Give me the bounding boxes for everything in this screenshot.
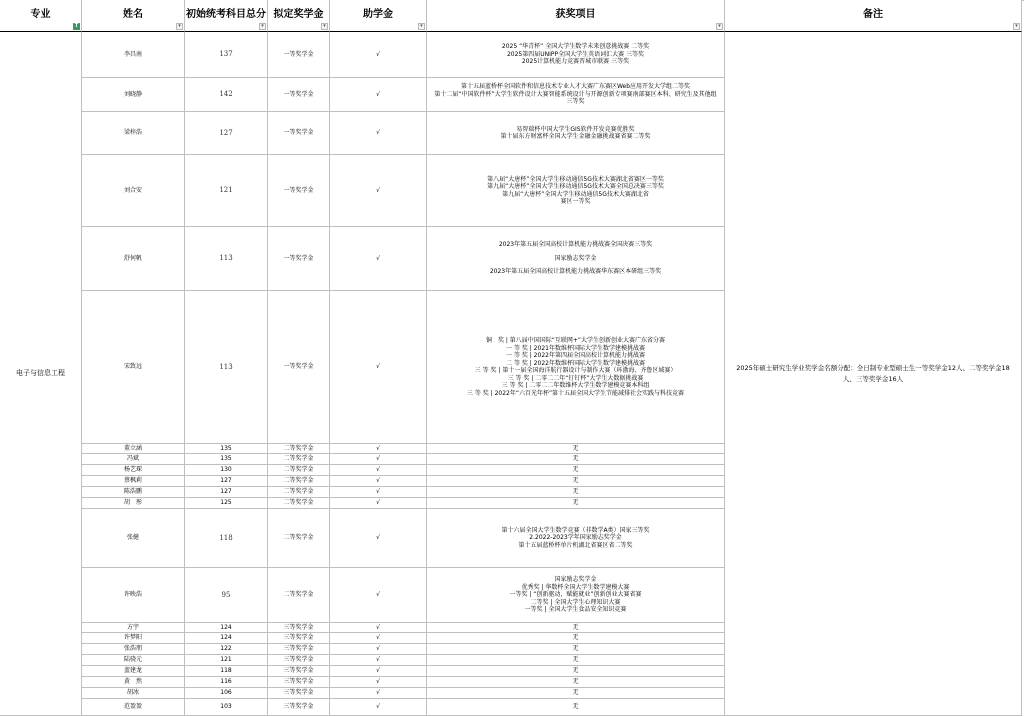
column-header-7[interactable] bbox=[725, 0, 1022, 32]
aid-cell[interactable] bbox=[330, 112, 427, 155]
exam-score: 121 bbox=[219, 186, 233, 195]
award-line: 易智瑞杯中国大学生GIS软件开发竞赛优胜奖 bbox=[516, 125, 635, 133]
aid-cell[interactable] bbox=[330, 444, 427, 454]
scholarship-cell[interactable] bbox=[268, 677, 330, 688]
aid-cell[interactable] bbox=[330, 291, 427, 444]
awards-cell[interactable] bbox=[427, 465, 725, 476]
name-cell[interactable] bbox=[82, 155, 185, 227]
awards-cell[interactable] bbox=[427, 444, 725, 454]
student-name: 许映浩 bbox=[123, 591, 142, 599]
scholarship-level: 三等奖学金 bbox=[283, 623, 314, 631]
scholarship-cell[interactable] bbox=[268, 509, 330, 568]
award-line: 国家励志奖学金 bbox=[554, 254, 597, 262]
award-line: 第十届东方财富杯全国大学生金融金融挑战赛省赛二等奖 bbox=[500, 133, 651, 140]
scholarship-level: 三等奖学金 bbox=[283, 645, 314, 653]
award-line: 一 等 奖 | 2022年第四届全国高校计算机能力挑战赛 bbox=[506, 352, 645, 359]
aid-check: √ bbox=[376, 254, 380, 262]
scholarship-level: 二等奖学金 bbox=[283, 591, 314, 599]
aid-cell[interactable] bbox=[330, 688, 427, 699]
award-line: 无 bbox=[572, 678, 579, 686]
aid-cell[interactable] bbox=[330, 666, 427, 677]
aid-check: √ bbox=[376, 499, 380, 507]
exam-score: 135 bbox=[220, 444, 232, 452]
exam-score: 118 bbox=[219, 533, 233, 542]
score-cell[interactable] bbox=[185, 699, 268, 716]
award-line: 无 bbox=[572, 656, 579, 664]
scholarship-cell[interactable] bbox=[268, 454, 330, 465]
aid-cell[interactable] bbox=[330, 487, 427, 498]
scholarship-cell[interactable] bbox=[268, 688, 330, 699]
student-name: 胡 彤 bbox=[123, 499, 142, 507]
name-cell[interactable] bbox=[82, 227, 185, 291]
student-name: 黄 然 bbox=[123, 678, 142, 686]
name-cell[interactable] bbox=[82, 465, 185, 476]
score-cell[interactable] bbox=[185, 655, 268, 666]
awards-cell[interactable] bbox=[427, 655, 725, 666]
award-line: 无 bbox=[572, 645, 579, 653]
scholarship-cell[interactable] bbox=[268, 291, 330, 444]
scholarship-cell[interactable] bbox=[268, 655, 330, 666]
award-line: 无 bbox=[572, 488, 579, 496]
awards-cell[interactable] bbox=[427, 633, 725, 644]
aid-cell[interactable] bbox=[330, 78, 427, 112]
exam-score: 122 bbox=[220, 645, 232, 653]
student-name: 李昌南 bbox=[123, 50, 142, 58]
scholarship-level: 二等奖学金 bbox=[283, 534, 314, 542]
column-header-label: 姓名 bbox=[123, 9, 143, 21]
awards-cell[interactable] bbox=[427, 568, 725, 623]
award-line: 第九届“大唐杯”全国大学生移动通信5G技术大赛全国总决赛三等奖 bbox=[487, 183, 664, 190]
award-line: 二 等 奖 | 2022年数维杯国际大学生数学建模挑战赛 bbox=[506, 359, 645, 367]
score-cell[interactable] bbox=[185, 227, 268, 291]
aid-cell[interactable] bbox=[330, 633, 427, 644]
scholarship-cell[interactable] bbox=[268, 623, 330, 633]
name-cell[interactable] bbox=[82, 655, 185, 666]
award-line: 三 等 奖 | 2022年“六百光年杯”第十五届全国大学生节能减排社会实践与科技竞赛 bbox=[466, 389, 685, 397]
aid-check: √ bbox=[376, 488, 380, 496]
award-line: 三 等 奖 | 二零二二年数维杯大学生数学建模竞赛本科组 bbox=[501, 382, 650, 389]
aid-cell[interactable] bbox=[330, 454, 427, 465]
filter-dropdown-icon[interactable]: ▾ bbox=[259, 23, 266, 30]
award-line: 无 bbox=[572, 689, 579, 697]
exam-score: 137 bbox=[219, 50, 233, 59]
aid-cell[interactable] bbox=[330, 644, 427, 655]
awards-cell[interactable] bbox=[427, 677, 725, 688]
scholarship-cell[interactable] bbox=[268, 487, 330, 498]
aid-check: √ bbox=[376, 90, 380, 98]
student-name: 刘合安 bbox=[123, 186, 142, 194]
aid-check: √ bbox=[376, 477, 380, 485]
score-cell[interactable] bbox=[185, 291, 268, 444]
student-name: 方宇 bbox=[126, 623, 139, 631]
scholarship-level: 二等奖学金 bbox=[283, 466, 314, 474]
aid-cell[interactable] bbox=[330, 227, 427, 291]
scholarship-level: 三等奖学金 bbox=[283, 656, 314, 664]
name-cell[interactable] bbox=[82, 509, 185, 568]
score-cell[interactable] bbox=[185, 498, 268, 509]
award-line: 二等奖 | 全国大学生心理知识大赛 bbox=[530, 598, 621, 606]
name-cell[interactable] bbox=[82, 644, 185, 655]
aid-cell[interactable] bbox=[330, 677, 427, 688]
aid-cell[interactable] bbox=[330, 32, 427, 78]
aid-cell[interactable] bbox=[330, 623, 427, 633]
score-cell[interactable] bbox=[185, 633, 268, 644]
aid-cell[interactable] bbox=[330, 476, 427, 487]
scholarship-level: 一等奖学金 bbox=[283, 363, 314, 371]
aid-cell[interactable] bbox=[330, 509, 427, 568]
award-line: 第十五届蓝桥杯单片机湖北省赛区省二等奖 bbox=[518, 541, 633, 549]
awards-cell[interactable] bbox=[427, 476, 725, 487]
exam-score: 103 bbox=[220, 703, 232, 711]
aid-check: √ bbox=[376, 656, 380, 664]
award-line: 一 等 奖 | 2021年数维杯国际大学生数学建模挑战赛 bbox=[506, 344, 645, 352]
column-header-label: 获奖项目 bbox=[555, 9, 596, 21]
student-name: 陆骁元 bbox=[123, 656, 142, 664]
aid-cell[interactable] bbox=[330, 498, 427, 509]
scholarship-level: 二等奖学金 bbox=[283, 488, 314, 496]
student-name: 范盈盈 bbox=[123, 703, 142, 711]
name-cell[interactable] bbox=[82, 32, 185, 78]
scholarship-level: 三等奖学金 bbox=[283, 703, 314, 711]
awards-cell[interactable] bbox=[427, 32, 725, 78]
award-line: 无 bbox=[572, 703, 579, 711]
award-line: 无 bbox=[572, 634, 579, 642]
aid-check: √ bbox=[376, 129, 380, 137]
award-line: 第八届“大唐杯”全国大学生移动通信5G技术大赛湖北省赛区一等奖 bbox=[487, 175, 664, 183]
column-header-2[interactable] bbox=[82, 0, 185, 32]
aid-cell[interactable] bbox=[330, 155, 427, 227]
scholarship-level: 三等奖学金 bbox=[283, 678, 314, 686]
filter-dropdown-icon[interactable]: ▾ bbox=[716, 23, 723, 30]
score-cell[interactable] bbox=[185, 666, 268, 677]
scholarship-level: 二等奖学金 bbox=[283, 455, 314, 463]
award-line: 无 bbox=[572, 477, 579, 485]
award-line: 2.2022-2023学年国家励志奖学金 bbox=[529, 534, 622, 542]
column-header-6[interactable] bbox=[427, 0, 725, 32]
scholarship-cell[interactable] bbox=[268, 699, 330, 716]
score-cell[interactable] bbox=[185, 688, 268, 699]
score-cell[interactable] bbox=[185, 112, 268, 155]
score-cell[interactable] bbox=[185, 644, 268, 655]
score-cell[interactable] bbox=[185, 568, 268, 623]
exam-score: 135 bbox=[220, 455, 232, 463]
score-cell[interactable] bbox=[185, 509, 268, 568]
awards-cell[interactable] bbox=[427, 487, 725, 498]
aid-check: √ bbox=[376, 444, 380, 452]
award-line: 无 bbox=[572, 499, 579, 507]
scholarship-cell[interactable] bbox=[268, 112, 330, 155]
score-cell[interactable] bbox=[185, 78, 268, 112]
scholarship-level: 一等奖学金 bbox=[283, 50, 314, 58]
award-line: 三 等 奖 | 第十一届全国海洋航行器设计与制作大赛（环渤海、齐鲁区域赛） bbox=[474, 367, 677, 374]
award-line: 一等奖 | “创新驱动，赋能就业”创新创业大赛省赛 bbox=[509, 591, 642, 599]
scholarship-cell[interactable] bbox=[268, 444, 330, 454]
awards-cell[interactable] bbox=[427, 699, 725, 716]
name-cell[interactable] bbox=[82, 454, 185, 465]
exam-score: 142 bbox=[219, 90, 233, 99]
student-name: 舒何帆 bbox=[123, 254, 142, 262]
award-line: 无 bbox=[572, 667, 579, 675]
student-name: 杨艺琛 bbox=[123, 466, 142, 474]
column-header-label: 备注 bbox=[863, 9, 883, 21]
note-text: 2025年硕士研究生学业奖学金名额分配：全日制专业型硕士生一等奖学金12人、二等奖学金18人、三等奖学金16人 bbox=[736, 364, 1010, 383]
scholarship-level: 三等奖学金 bbox=[283, 667, 314, 675]
name-cell[interactable] bbox=[82, 699, 185, 716]
column-header-label: 助学金 bbox=[363, 9, 393, 21]
scholarship-level: 二等奖学金 bbox=[283, 477, 314, 485]
awards-cell[interactable] bbox=[427, 688, 725, 699]
student-name: 蓝建龙 bbox=[123, 667, 142, 675]
column-header-label: 拟定奖学金 bbox=[273, 9, 324, 21]
aid-check: √ bbox=[376, 678, 380, 686]
name-cell[interactable] bbox=[82, 112, 185, 155]
award-line: 无 bbox=[572, 623, 579, 631]
filter-dropdown-icon[interactable]: ▾ bbox=[418, 23, 425, 30]
aid-cell[interactable] bbox=[330, 568, 427, 623]
award-line: 国家励志奖学金 bbox=[554, 576, 597, 584]
name-cell[interactable] bbox=[82, 568, 185, 623]
score-cell[interactable] bbox=[185, 155, 268, 227]
student-name: 董立涵 bbox=[123, 444, 142, 452]
scholarship-level: 一等奖学金 bbox=[283, 254, 314, 262]
award-line: 无 bbox=[572, 444, 579, 452]
filter-dropdown-icon[interactable]: ▾ bbox=[1013, 23, 1020, 30]
aid-check: √ bbox=[376, 186, 380, 194]
column-header-3[interactable] bbox=[185, 0, 268, 32]
award-line: 2025第四届UNIPP全国大学生英语词汇大赛 三等奖 bbox=[506, 50, 645, 58]
award-line: 无 bbox=[572, 466, 579, 474]
exam-score: 113 bbox=[219, 362, 233, 371]
column-header-5[interactable] bbox=[330, 0, 427, 32]
awards-cell[interactable] bbox=[427, 666, 725, 677]
score-cell[interactable] bbox=[185, 476, 268, 487]
awards-cell[interactable] bbox=[427, 454, 725, 465]
scholarship-cell[interactable] bbox=[268, 633, 330, 644]
name-cell[interactable] bbox=[82, 444, 185, 454]
awards-cell[interactable] bbox=[427, 498, 725, 509]
awards-cell[interactable] bbox=[427, 509, 725, 568]
scholarship-level: 二等奖学金 bbox=[283, 444, 314, 452]
scholarship-level: 二等奖学金 bbox=[283, 499, 314, 507]
exam-score: 130 bbox=[220, 466, 232, 474]
name-cell[interactable] bbox=[82, 291, 185, 444]
award-line: 2023年第五届全国高校计算机能力挑战赛全国决赛三等奖 bbox=[498, 241, 653, 249]
scholarship-cell[interactable] bbox=[268, 568, 330, 623]
exam-score: 127 bbox=[219, 128, 233, 137]
scholarship-cell[interactable] bbox=[268, 666, 330, 677]
scholarship-cell[interactable] bbox=[268, 465, 330, 476]
column-header-1[interactable] bbox=[0, 0, 82, 32]
scholarship-level: 三等奖学金 bbox=[283, 689, 314, 697]
aid-check: √ bbox=[376, 466, 380, 474]
scholarship-cell[interactable] bbox=[268, 644, 330, 655]
awards-cell[interactable] bbox=[427, 644, 725, 655]
award-line: 优秀奖 | 华数杯全国大学生数学建模大赛 bbox=[521, 583, 630, 591]
aid-check: √ bbox=[376, 623, 380, 631]
scholarship-cell[interactable] bbox=[268, 498, 330, 509]
award-line: 铜 奖 | 第八届中国国际“互联网+”大学生创新创业大赛广东省分赛 bbox=[485, 337, 666, 344]
award-line: 一等奖 | 全国大学生食品安全知识竞赛 bbox=[524, 606, 627, 614]
name-cell[interactable] bbox=[82, 623, 185, 633]
aid-check: √ bbox=[376, 645, 380, 653]
name-cell[interactable] bbox=[82, 677, 185, 688]
award-line: 赛区一等奖 bbox=[560, 198, 591, 205]
score-cell[interactable] bbox=[185, 623, 268, 633]
exam-score: 125 bbox=[220, 499, 232, 507]
score-cell[interactable] bbox=[185, 454, 268, 465]
student-name: 张浩朋 bbox=[123, 645, 142, 653]
awards-cell[interactable] bbox=[427, 112, 725, 155]
name-cell[interactable] bbox=[82, 666, 185, 677]
name-cell[interactable] bbox=[82, 498, 185, 509]
awards-cell[interactable] bbox=[427, 227, 725, 291]
scholarship-cell[interactable] bbox=[268, 32, 330, 78]
scholarship-level: 一等奖学金 bbox=[283, 129, 314, 137]
name-cell[interactable] bbox=[82, 633, 185, 644]
aid-check: √ bbox=[376, 634, 380, 642]
major-cell[interactable] bbox=[0, 32, 82, 716]
score-cell[interactable] bbox=[185, 465, 268, 476]
exam-score: 118 bbox=[220, 667, 232, 675]
aid-check: √ bbox=[376, 591, 380, 599]
student-name: 宋致远 bbox=[123, 363, 142, 371]
name-cell[interactable] bbox=[82, 487, 185, 498]
scholarship-cell[interactable] bbox=[268, 476, 330, 487]
scholarship-cell[interactable] bbox=[268, 155, 330, 227]
exam-score: 124 bbox=[220, 623, 232, 631]
scholarship-cell[interactable] bbox=[268, 227, 330, 291]
exam-score: 121 bbox=[220, 656, 232, 664]
awards-cell[interactable] bbox=[427, 155, 725, 227]
column-header-label: 初始统考科目总分 bbox=[186, 9, 266, 21]
filter-dropdown-icon[interactable]: ▾ bbox=[176, 23, 183, 30]
student-name: 梁梓浩 bbox=[123, 129, 142, 137]
awards-cell[interactable] bbox=[427, 78, 725, 112]
filter-dropdown-icon[interactable]: ▾ bbox=[321, 23, 328, 30]
aid-check: √ bbox=[376, 689, 380, 697]
awards-cell[interactable] bbox=[427, 291, 725, 444]
exam-score: 124 bbox=[220, 634, 232, 642]
exam-score: 127 bbox=[220, 488, 232, 496]
award-line: 第九届“大唐杯”全国大学生移动通信5G技术大赛湖北省 bbox=[502, 190, 649, 198]
score-cell[interactable] bbox=[185, 444, 268, 454]
scholarship-cell[interactable] bbox=[268, 78, 330, 112]
scholarship-level: 三等奖学金 bbox=[283, 634, 314, 642]
scholarship-level: 一等奖学金 bbox=[283, 186, 314, 194]
student-name: 许梦阳 bbox=[123, 634, 142, 642]
student-name: 刘晓静 bbox=[123, 90, 142, 98]
scholarship-level: 一等奖学金 bbox=[283, 90, 314, 98]
score-cell[interactable] bbox=[185, 677, 268, 688]
exam-score: 127 bbox=[220, 477, 232, 485]
score-cell[interactable] bbox=[185, 487, 268, 498]
name-cell[interactable] bbox=[82, 688, 185, 699]
column-header-label: 专业 bbox=[30, 9, 51, 21]
major-label: 电子与信息工程 bbox=[16, 369, 65, 378]
column-header-4[interactable] bbox=[268, 0, 330, 32]
aid-cell[interactable] bbox=[330, 465, 427, 476]
exam-score: 95 bbox=[221, 590, 231, 599]
exam-score: 106 bbox=[220, 689, 232, 697]
aid-check: √ bbox=[376, 667, 380, 675]
note-cell[interactable] bbox=[725, 32, 1022, 716]
aid-cell[interactable] bbox=[330, 655, 427, 666]
student-name: 陈浩鹏 bbox=[123, 488, 142, 496]
score-cell[interactable] bbox=[185, 32, 268, 78]
award-line: 三 等 奖 | 二零二二年“钉钉杯”大学生大数据挑战赛 bbox=[507, 374, 644, 382]
aid-check: √ bbox=[376, 534, 380, 542]
name-cell[interactable] bbox=[82, 78, 185, 112]
award-line: 无 bbox=[572, 455, 579, 463]
award-line: 2025 “华青杯” 全国大学生数学未来创意挑战赛 二等奖 bbox=[501, 43, 650, 51]
exam-score: 116 bbox=[220, 678, 232, 686]
aid-cell[interactable] bbox=[330, 699, 427, 716]
aid-check: √ bbox=[376, 455, 380, 463]
aid-check: √ bbox=[376, 703, 380, 711]
filter-active-icon[interactable]: T bbox=[74, 23, 79, 29]
award-line: 第十五届蓝桥杯全国软件和信息技术专业人才大赛广东赛区Web应用开发大学组二等奖 bbox=[460, 83, 691, 91]
aid-check: √ bbox=[376, 50, 380, 58]
award-line: 2025计算机能力竞赛晋城市联赛 三等奖 bbox=[521, 58, 630, 66]
aid-check: √ bbox=[376, 363, 380, 371]
award-line: 第十六届全国大学生数学竞赛（非数学A类）国家三等奖 bbox=[501, 526, 650, 534]
award-line: 第十二届“中国软件杯”大学生软件设计大赛智能系统设计与开源创新专项赛南部赛区本科、研究生及其他组三等奖 bbox=[434, 90, 717, 106]
student-name: 冯斌 bbox=[126, 455, 139, 463]
student-name: 胡冰 bbox=[126, 689, 139, 697]
student-name: 蔡枫莉 bbox=[123, 477, 142, 485]
award-line: 2023年第五届全国高校计算机能力挑战赛华东赛区本研组三等奖 bbox=[489, 268, 662, 276]
awards-cell[interactable] bbox=[427, 623, 725, 633]
name-cell[interactable] bbox=[82, 476, 185, 487]
exam-score: 113 bbox=[219, 254, 233, 263]
student-name: 张健 bbox=[126, 534, 139, 542]
